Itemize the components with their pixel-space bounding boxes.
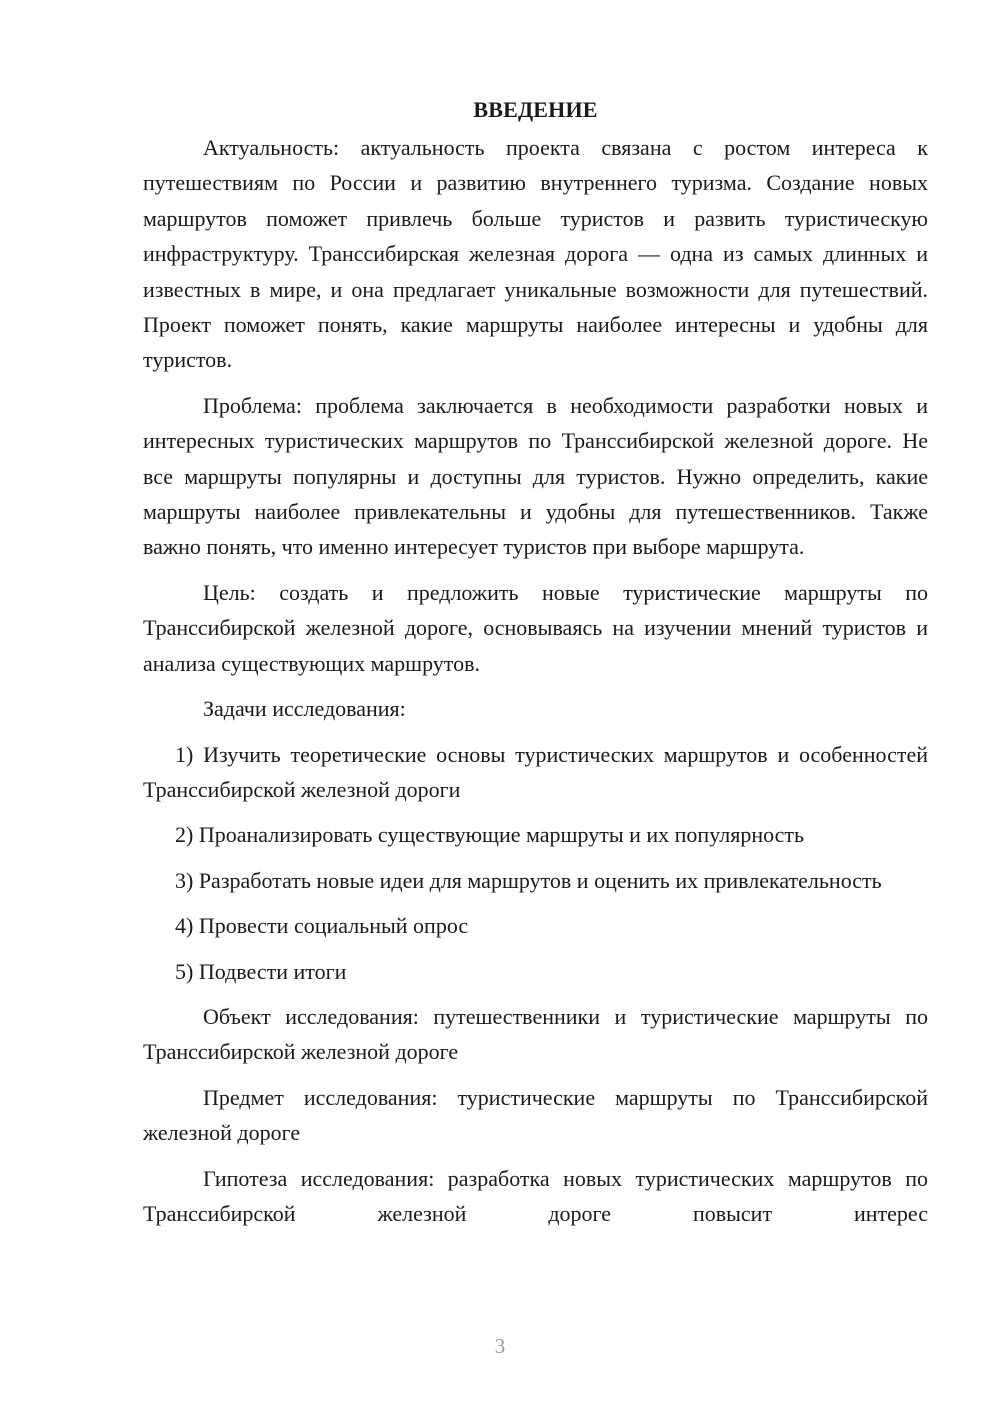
task-item-1: 1) Изучить теоретические основы туристических маршрутов и особенностей Транссибирской железной дороги <box>143 741 928 802</box>
page-number: 3 <box>494 1334 506 1358</box>
task-item-2: 2) Проанализировать существующие маршруты и их популярность <box>175 822 805 848</box>
relevance-paragraph: Актуальность: актуальность проекта связана с ростом интереса к путешествиям по России и развитию внутреннего туризма. Создание новых маршрутов поможет привлечь больше туристов и развить туристическую инфраструктуру. Транссибирская железная дорога — одна из самых длинных и известных в мире, и она предлагает уникальные возможности для путешествий. Проект поможет понять, какие маршруты наиболее интересны и удобны для туристов. <box>143 135 928 373</box>
problem-paragraph: Проблема: проблема заключается в необходимости разработки новых и интересных туристических маршрутов по Транссибирской железной дороге. Не все маршруты популярны и доступны для туристов. Нужно определить, какие маршруты наиболее привлекательны и удобны для путешественников. Также важно понять, что именно интересует туристов при выборе маршрута. <box>143 392 928 560</box>
hypothesis-paragraph <box>143 1161 928 1232</box>
subject-paragraph: Предмет исследования: туристические маршруты по Транссибирской железной дороге <box>143 1084 928 1146</box>
task-item-4: 4) Провести социальный опрос <box>175 913 469 939</box>
hypothesis-text: Гипотеза исследования: разработка новых туристических маршрутов по Транссибирской железной дороге повысит интерес <box>143 1165 928 1226</box>
goal-paragraph: Цель: создать и предложить новые туристические маршруты по Транссибирской железной дороге, основываясь на изучении мнений туристов и анализа существующих маршрутов. <box>143 579 928 676</box>
object-paragraph: Объект исследования: путешественники и туристические маршруты по Транссибирской железной дороге <box>143 1003 928 1065</box>
task-item-3: 3) Разработать новые идеи для маршрутов и оценить их привлекательность <box>175 867 882 893</box>
section-heading: ВВЕДЕНИЕ <box>473 97 598 122</box>
tasks-title: Задачи исследования: <box>203 696 406 722</box>
task-item-5: 5) Подвести итоги <box>175 958 347 984</box>
document-page <box>143 92 928 1231</box>
